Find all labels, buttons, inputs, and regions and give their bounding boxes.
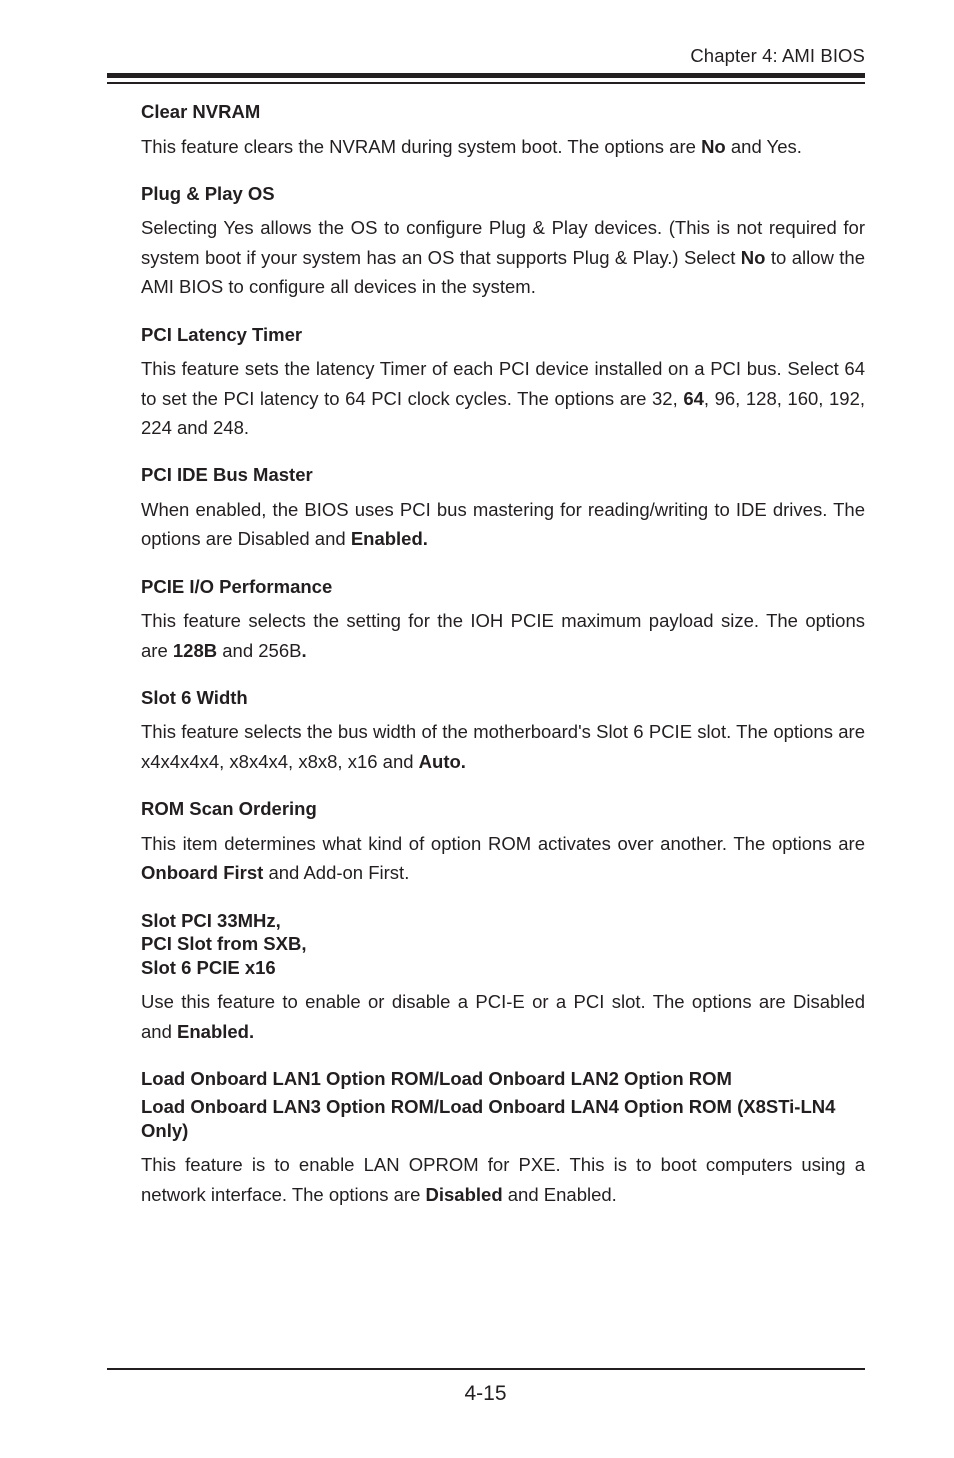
section-pci-latency-timer — [141, 323, 865, 443]
body-text: When enabled, the BIOS uses PCI bus mastering for reading/writing to IDE drives. The options are Disabled and — [141, 498, 865, 550]
section-body — [141, 354, 865, 442]
section-title: Slot PCI 33MHz, PCI Slot from SXB, Slot 6 PCIE x16 — [141, 909, 307, 978]
section-slot6-width — [141, 686, 865, 776]
body-text: This feature is to enable LAN OPROM for PXE. This is to boot computers using a network interface. The options are — [141, 1154, 865, 1205]
section-pcie-io-performance — [141, 575, 865, 665]
section-body — [141, 1150, 865, 1209]
body-bold: Enabled. — [350, 528, 428, 550]
body-text: This feature selects the setting for the IOH PCIE maximum payload size. The options are — [141, 610, 865, 661]
body-text: and Yes. — [725, 135, 802, 157]
section-title: Slot 6 Width — [141, 686, 248, 708]
body-text: , 96, 128, 160, 192, 224 and 248. — [141, 387, 866, 438]
section-body — [141, 606, 865, 665]
body-text: Selecting Yes allows the OS to configure Plug & Play devices. (This is not required for system boot if your system has an OS that supports Plug & Play.) Select — [141, 217, 865, 268]
body-text: This feature clears the NVRAM during system boot. The options are — [141, 135, 702, 157]
section-title: Load Onboard LAN1 Option ROM/Load Onboard LAN2 Option ROM — [141, 1067, 732, 1089]
page-content — [141, 100, 865, 1230]
body-text: and Enabled. — [502, 1183, 617, 1205]
body-text: Use this feature to enable or disable a PCI-E or a PCI slot. The options are Disabled and — [141, 991, 865, 1042]
section-clear-nvram — [141, 100, 865, 161]
section-title: PCIE I/O Performance — [141, 575, 333, 597]
body-bold: No — [701, 135, 726, 157]
section-pci-ide-bus-master — [141, 463, 865, 553]
footer-rule — [107, 1368, 865, 1370]
body-text: and 256B — [217, 639, 302, 661]
section-body — [141, 987, 865, 1046]
section-title: Clear NVRAM — [141, 101, 261, 122]
body-text: to allow the AMI BIOS to configure all devices in the system. — [141, 246, 865, 298]
section-body — [141, 132, 865, 161]
body-bold: Disabled — [425, 1183, 503, 1205]
body-bold: . — [301, 639, 307, 661]
chapter-header: Chapter 4: AMI BIOS — [690, 45, 865, 66]
body-text: This feature sets the latency Timer of each PCI device installed on a PCI bus. Select 64 to set the PCI latency to 64 PCI clock cycles. The options are 32, — [141, 358, 865, 409]
section-title: PCI Latency Timer — [141, 323, 303, 345]
body-bold: Enabled. — [177, 1020, 255, 1042]
body-text: and Add-on First. — [263, 862, 410, 884]
body-bold: 128B — [172, 639, 218, 661]
section-rom-scan-ordering — [141, 797, 865, 887]
section-title: Plug & Play OS — [141, 182, 275, 204]
header-rule-thin — [107, 82, 865, 84]
section-body — [141, 829, 865, 888]
body-bold: Auto. — [418, 750, 466, 772]
body-bold: 64 — [683, 387, 704, 409]
section-body — [141, 213, 865, 301]
section-title: ROM Scan Ordering — [141, 798, 317, 820]
header-rule-thick — [107, 73, 865, 78]
body-bold: No — [740, 246, 766, 268]
section-title: PCI IDE Bus Master — [141, 464, 313, 486]
section-body — [141, 495, 865, 554]
page-number: 4-15 — [464, 1382, 507, 1405]
body-text: This feature selects the bus width of the motherboard's Slot 6 PCIE slot. The options are x4x4x4x4, x8x4x4, x8x8, x16 and — [141, 721, 865, 772]
section-body — [141, 717, 865, 776]
section-lan-option-rom — [141, 1067, 865, 1209]
section-plug-play-os — [141, 182, 865, 302]
body-bold: Onboard First — [141, 862, 264, 884]
section-slot-pci — [141, 909, 865, 1046]
section-title-secondary: Load Onboard LAN3 Option ROM/Load Onboard LAN4 Option ROM (X8STi-LN4 Only) — [141, 1096, 836, 1141]
body-text: This item determines what kind of option ROM activates over another. The options are — [141, 832, 865, 854]
